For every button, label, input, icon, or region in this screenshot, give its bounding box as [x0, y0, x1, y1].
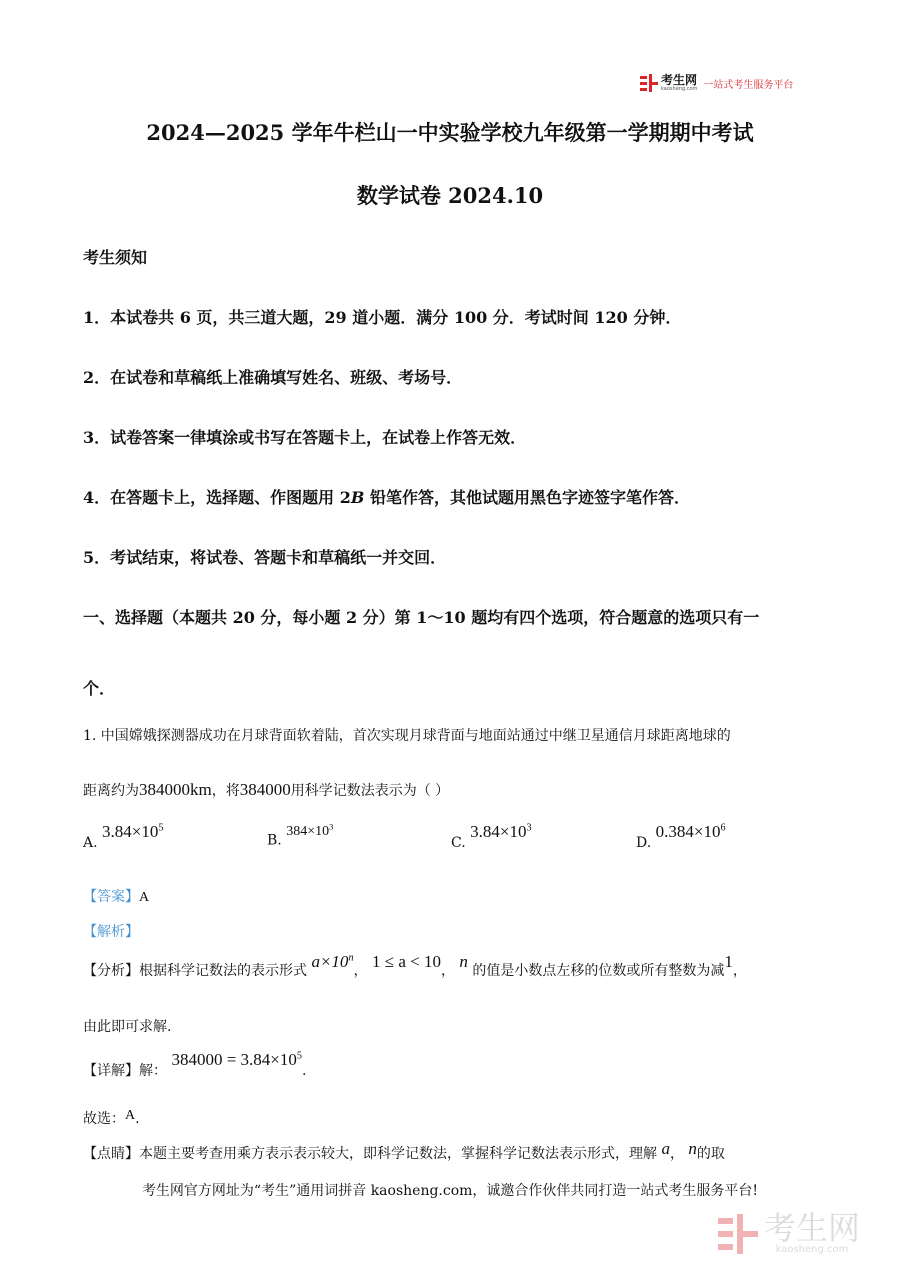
option-a: A. $3.84\times 10^5$ [83, 822, 164, 851]
option-c: C. $3.84\times 10^3$ [451, 822, 532, 851]
notice-item-3: 3．试卷答案一律填涂或书写在答题卡上，在试卷上作答无效． [83, 428, 527, 447]
var-n: n [459, 952, 468, 971]
footer-text: 考生网官方网址为“考生”通用词拼音 kaosheng.com，诚邀合作伙伴共同打造一站式考生服务平台! [141, 1183, 759, 1199]
notice-heading: 考生须知 [83, 248, 148, 267]
kaosheng-logo-icon [640, 74, 658, 92]
option-d: D. $0.384\times 10^6$ [636, 822, 726, 851]
notice-item-2: 2．在试卷和草稿纸上准确填写姓名、班级、考场号． [83, 368, 463, 387]
logo-slogan: 一站式考生服务平台 [703, 79, 794, 91]
answer-line [83, 886, 149, 906]
comment-line: 【点睛】本题主要考查用乘方表示表示较大，即科学记数法，掌握科学记数法表示形式，理解 a， n的取 [83, 1139, 725, 1162]
section-heading: 一、选择题（本题共 20 分，每小题 2 分）第 1～10 题均有四个选项，符合题意的选项只有一 [83, 608, 760, 627]
analysis-line: 【分析】根据科学记数法的表示形式 $a\times 10^n$， 1 ≤ a < 10， n 的值是小数点左移的位数或所有整数为减1， [83, 952, 747, 979]
exam-subtitle: 数学试卷 2024.10 [356, 183, 544, 208]
one-value: 1 [724, 952, 733, 971]
analysis-tag: 【解析】 [83, 924, 139, 940]
section-heading-cont: 个． [83, 679, 116, 698]
watermark [718, 1209, 861, 1255]
question-1-line1: 1. 中国嫦娥探测器成功在月球背面软着陆，首次实现月球背面与地面站通过中继卫星通信月球距离地球的 [83, 728, 731, 744]
notice-item-4: 4．在答题卡上，选择题、作图题用 2B 铅笔作答，其他试题用黑色字迹签字笔作答． [83, 488, 690, 507]
logo-text: 考生网 [661, 73, 698, 87]
exam-title: 2024—2025 学年牛栏山一中实验学校九年级第一学期期中考试 [146, 120, 754, 145]
distance-value: 384000km [139, 780, 212, 799]
logo-sub: kaosheng.com [661, 86, 698, 92]
question-1-line2: 距离约为384000km，将384000用科学记数法表示为（ ） [83, 780, 450, 799]
number-value: 384000 [239, 780, 291, 799]
watermark-text: 考生网 [764, 1209, 861, 1247]
answer-value: A [139, 890, 150, 905]
detail-line: 【详解】解： $384000 = 3.84\times 10^5$. [83, 1050, 307, 1079]
notice-item-5: 5．考试结束，将试卷、答题卡和草稿纸一并交回． [83, 548, 447, 567]
answer-tag: 【答案】 [83, 889, 139, 905]
option-b: B. $384\times 10^3$ [267, 822, 334, 849]
range-expression: 1 ≤ a < 10 [371, 952, 441, 971]
choice-line: 故选：A. [83, 1108, 140, 1127]
notice-item-1: 1．本试卷共 6 页，共三道大题，29 道小题．满分 100 分．考试时间 120 分钟． [83, 308, 682, 327]
conclusion-line: 由此即可求解. [83, 1019, 172, 1035]
notice-item-4-italic: B [350, 488, 365, 507]
watermark-logo-icon [718, 1214, 758, 1254]
header-logo [640, 72, 793, 94]
watermark-sub: kaosheng.com [775, 1244, 849, 1255]
